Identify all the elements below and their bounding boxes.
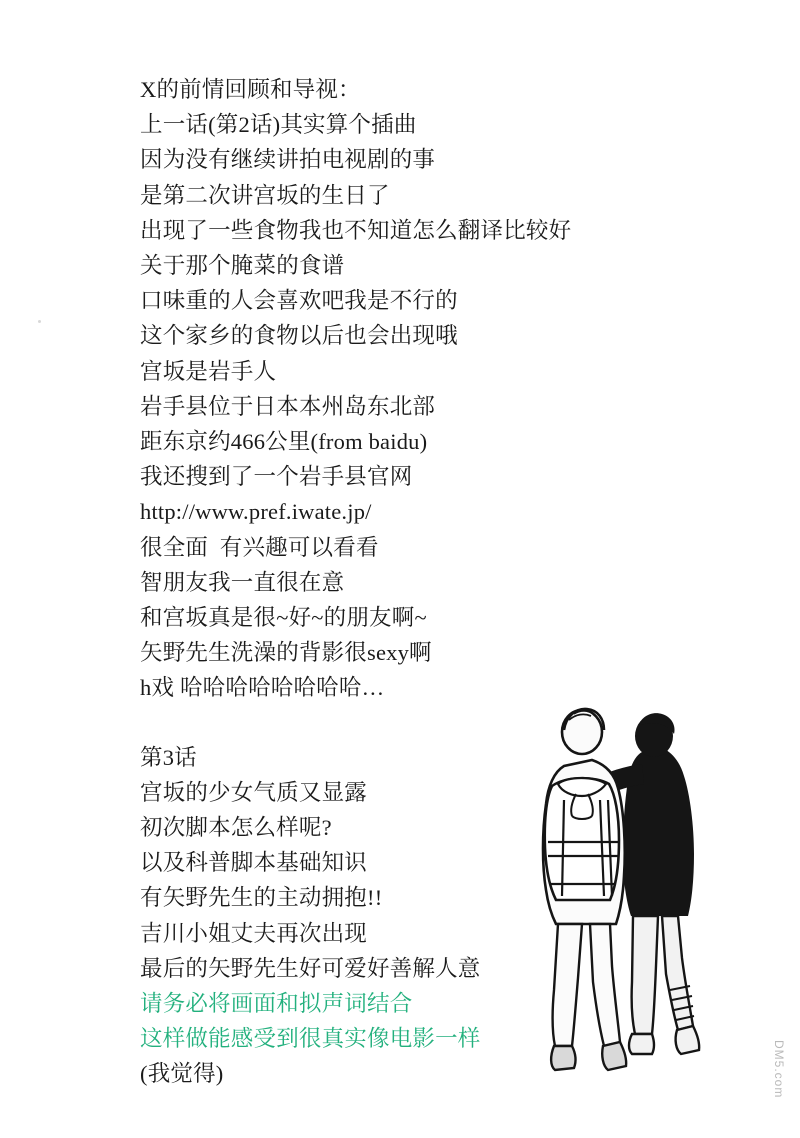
chapter-line-highlight: 这样做能感受到很真实像电影一样 <box>140 1026 481 1052</box>
recap-line: 这个家乡的食物以后也会出现哦 <box>140 323 458 349</box>
section-gap <box>140 706 700 740</box>
recap-line: 矢野先生洗澡的背影很sexy啊 <box>140 640 432 666</box>
page-speck <box>38 320 41 323</box>
recap-line: 智朋友我一直很在意 <box>140 569 345 595</box>
recap-heading: X的前情回顾和导视： <box>140 77 361 102</box>
recap-line: 我还搜到了一个岩手县官网 <box>140 464 413 490</box>
recap-line: 岩手县位于日本本州岛东北部 <box>140 393 436 419</box>
chapter-preview-block <box>140 740 700 1092</box>
chapter-line: 以及科普脚本基础知识 <box>140 850 368 876</box>
watermark <box>772 1040 790 1102</box>
watermark-label: DM5.com <box>772 1040 786 1099</box>
recap-line: 关于那个腌菜的食谱 <box>140 253 345 279</box>
recap-line: 是第二次讲宫坂的生日了 <box>140 182 390 208</box>
chapter-line: 吉川小姐丈夫再次出现 <box>140 920 368 946</box>
chapter-line: (我觉得) <box>140 1061 224 1087</box>
chapter-line-highlight: 请务必将画面和拟声词结合 <box>140 991 413 1017</box>
recap-line: 宫坂是岩手人 <box>140 358 277 384</box>
recap-line: 距东京约466公里(from baidu) <box>140 429 428 455</box>
recap-line: 因为没有继续讲拍电视剧的事 <box>140 147 436 173</box>
chapter-line: 有矢野先生的主动拥抱!! <box>140 885 383 911</box>
notes-text-block <box>140 72 700 1092</box>
recap-line: h戏 哈哈哈哈哈哈哈哈… <box>140 675 385 701</box>
chapter-line: 最后的矢野先生好可爱好善解人意 <box>140 955 481 981</box>
recap-line: 和宫坂真是很~好~的朋友啊~ <box>140 605 427 631</box>
recap-line: 口味重的人会喜欢吧我是不行的 <box>140 288 458 314</box>
recap-line: 上一话(第2话)其实算个插曲 <box>140 112 417 138</box>
iwate-website-url[interactable]: http://www.pref.iwate.jp/ <box>140 499 372 525</box>
chapter-heading: 第3话 <box>140 744 197 770</box>
chapter-line: 初次脚本怎么样呢? <box>140 815 332 841</box>
recap-line: 出现了一些食物我也不知道怎么翻译比较好 <box>140 217 572 243</box>
recap-line: 很全面 有兴趣可以看看 <box>140 534 379 560</box>
chapter-line: 宫坂的少女气质又显露 <box>140 779 368 805</box>
